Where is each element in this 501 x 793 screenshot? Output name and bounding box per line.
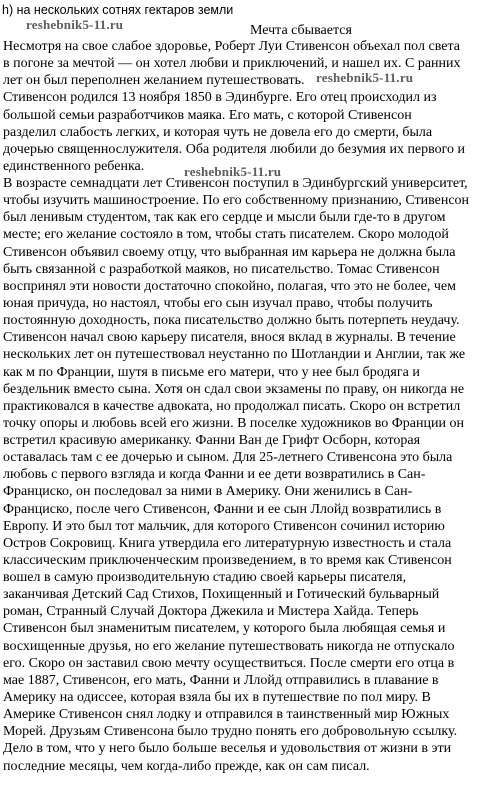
task-heading: h) на нескольких сотнях гектаров земли xyxy=(2,3,234,17)
watermark: reshebnik5-11.ru xyxy=(26,17,124,32)
text-line: месте; его желание состояло в том, чтобы стать писателем. Скоро молодой xyxy=(3,227,449,243)
text-line: заканчивая Детский Сад Стихов, Похищенный и Готический бульварный xyxy=(3,587,440,603)
watermark: reshebnik5-11.ru xyxy=(316,70,414,85)
text-line: нескольких лет он путешествовал неустанно по Шотландии и Англии, так же xyxy=(3,347,466,363)
text-line: Стивенсон был знаменитым писателем, у которого была любящая семья и xyxy=(3,621,446,637)
text-line: Стивенсон объявил своему отцу, что выбранная им карьера не должна была xyxy=(3,244,456,260)
text-line: постоянную доходность, пока писательство должно быть потерпеть неудачу. xyxy=(3,313,460,329)
text-line: роман, Странный Случай Доктора Джекила и Мистера Хайда. Теперь xyxy=(3,604,419,620)
text-line: Остров Сокровищ. Книга утвердила его литературную известность и стала xyxy=(3,535,452,551)
text-line: любовь с первого взгляда и когда Фанни и ее дети возвратились в Сан- xyxy=(3,467,426,483)
text-line: разделил слабость легких, и которая чуть не довела его до смерти, была xyxy=(3,124,433,140)
text-line: Европу. И это был тот мальчик, для которого Стивенсон сочинил историю xyxy=(3,518,445,534)
text-line: Америке Стивенсон снял лодку и отправился в таинственный мир Южных xyxy=(3,707,450,723)
text-line: лет он был переполнен желанием путешествовать. xyxy=(3,73,305,89)
text-line: Морей. Друзьям Стивенсона было трудно понять его добровольную ссылку. xyxy=(3,724,458,740)
text-line: оставалась там с ее дочерью и сыном. Для 25-летнего Стивенсона это была xyxy=(3,450,453,466)
text-line: как м по Франции, шутя в письме его матери, что у нее был бродяга и xyxy=(3,364,420,380)
text-line: восхищенные друзья, но его желание путешествовать никогда не отпускало xyxy=(3,638,455,654)
text-line: точку опоры и любовь всей его жизни. В поселке художников во Франции он xyxy=(3,415,464,431)
text-line: Франциско, после чего Стивенсон, Фанни и ее сын Ллойд возвратились в xyxy=(3,501,442,517)
text-line: Франциско, он последовал за ними в Америку. Они женились в Сан- xyxy=(3,484,413,500)
text-line: Стивенсон родился 13 ноября 1850 в Эдинбурге. Его отец происходил из xyxy=(3,90,437,106)
text-line: чтобы изучить машиностроение. По его собственному признанию, Стивенсон xyxy=(3,193,470,209)
text-line: классическим приключенческим произведением, в то время как Стивенсон xyxy=(3,552,452,568)
text-line: в погоне за мечтой — он хотел любви и приключений, и нашел их. С ранних xyxy=(3,56,461,72)
watermark: reshebnik5-11.ru xyxy=(184,164,282,179)
text-line: юная причуда, но настоял, чтобы его сын изучал право, чтобы получить xyxy=(3,295,433,311)
text-line: дочерью священнослужителя. Оба родителя любили до безумия их первого и xyxy=(3,141,466,157)
text-line: его. Скоро он заставил свою мечту осуществиться. После смерти его отца в xyxy=(3,655,455,671)
document-title: Мечта сбывается xyxy=(250,23,352,38)
text-line: Несмотря на свое слабое здоровье, Роберт Луи Стивенсон объехал пол света xyxy=(3,39,460,54)
text-line: воспринял эти новости достаточно спокойно, полагая, что это не более, чем xyxy=(3,278,456,294)
text-line: был ленивым студентом, так как его сердце и мысли были где-то в другом xyxy=(3,210,446,226)
text-line: последние месяцы, чем когда-либо прежде, как он сам писал. xyxy=(3,758,370,774)
text-line: быть связанной с разработкой маяков, но писательство. Томас Стивенсон xyxy=(3,261,440,277)
text-line: мае 1887, Стивенсон, его мать, Фанни и Ллойд отправились в плавание в xyxy=(3,672,439,688)
text-line: В возрасте семнадцати лет Стивенсон поступил в Эдинбургский университет, xyxy=(3,176,468,191)
text-line: Стивенсон начал свою карьеру писателя, внося вклад в журналы. В течение xyxy=(3,330,456,346)
text-line: практиковался в качестве адвоката, но продолжал писать. Скоро он встретил xyxy=(3,398,461,414)
text-line: единственного ребенка. xyxy=(3,158,145,174)
text-line: Америку на одиссее, которая взяла бы их в путешествие по пол миру. В xyxy=(3,689,431,705)
text-line: Дело в том, что у него было больше веселья и удовольствия от жизни в эти xyxy=(3,741,452,757)
text-line: бездельник вместо сына. Хотя он сдал свои экзамены по праву, он никогда не xyxy=(3,381,465,397)
text-line: вошел в самую производительную стадию своей карьеры писателя, xyxy=(3,570,407,585)
text-line: большой семьи разработчиков маяка. Его мать, с которой Стивенсон xyxy=(3,107,412,123)
text-line: встретил красивую американку. Фанни Ван де Грифт Осборн, которая xyxy=(3,433,421,448)
